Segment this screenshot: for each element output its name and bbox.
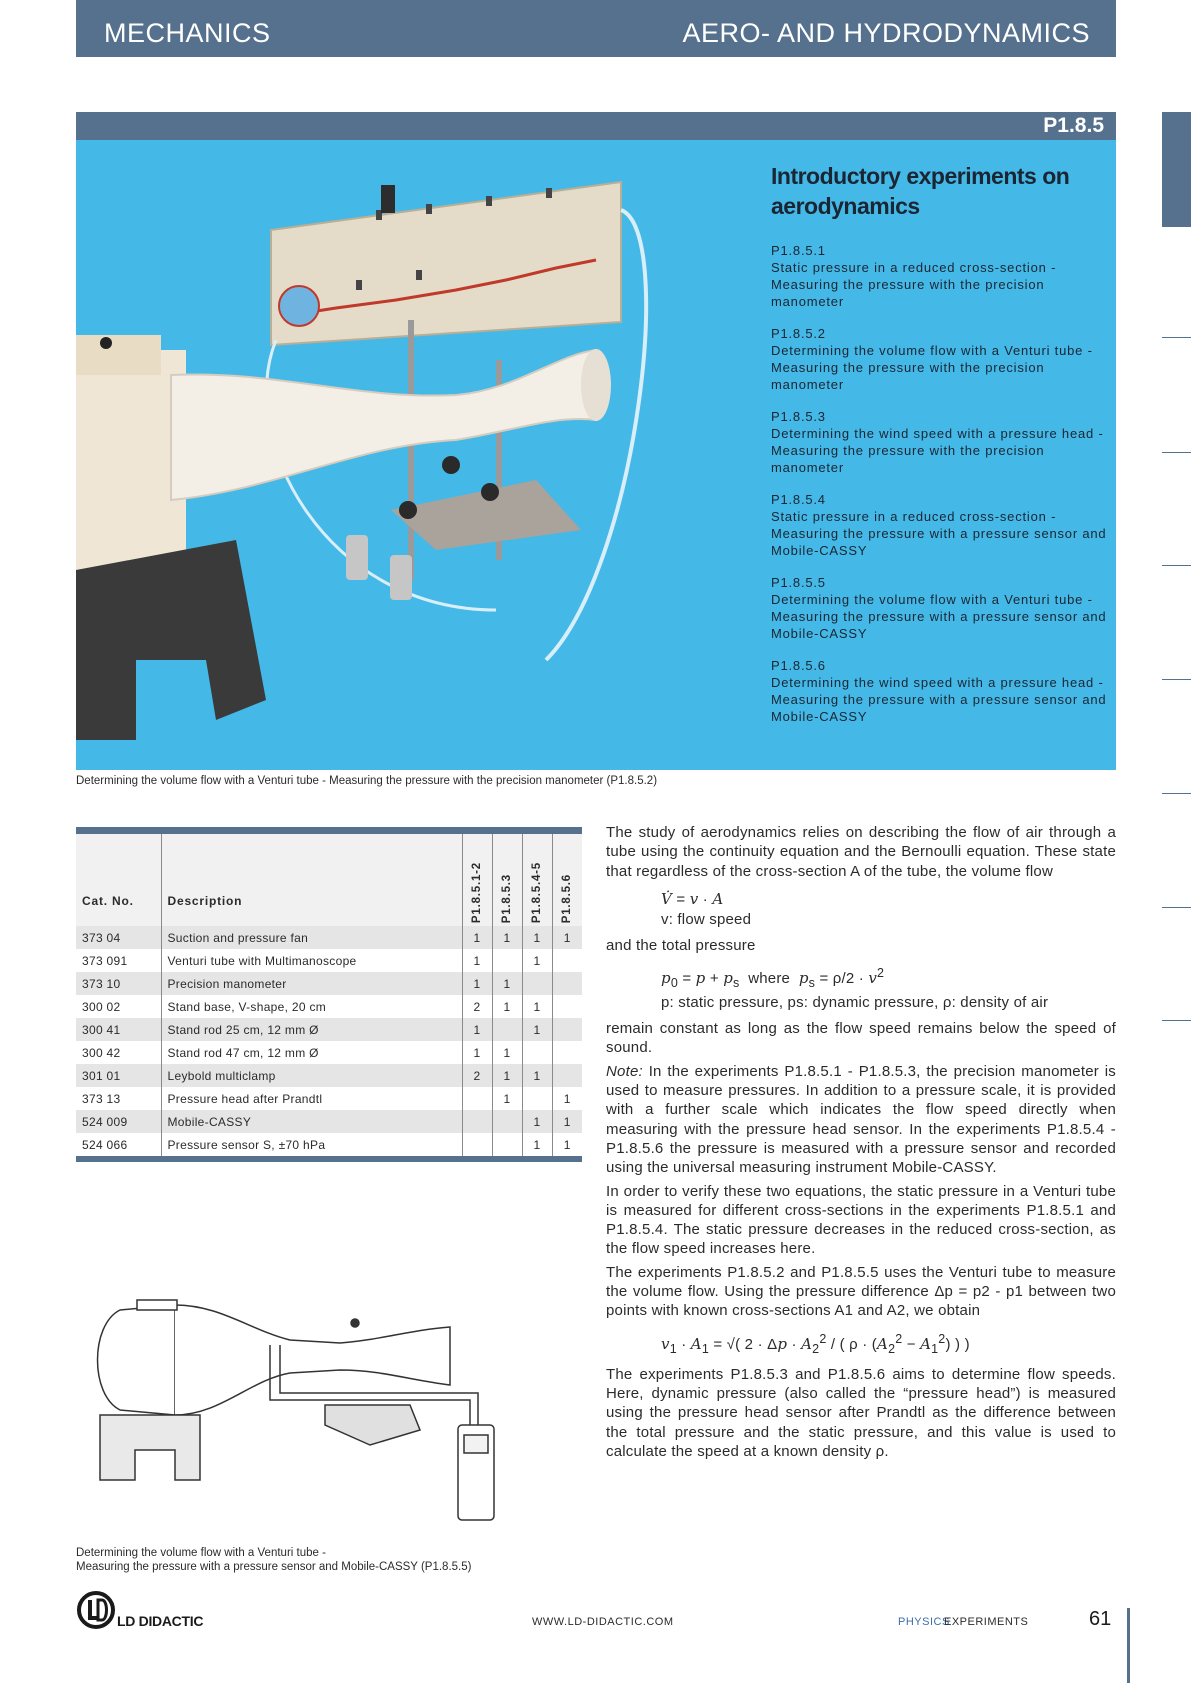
cell-qty: 1 xyxy=(462,1041,492,1064)
diagram-caption-line: Determining the volume flow with a Venturi tube - xyxy=(76,1547,326,1559)
cell-qty: 1 xyxy=(462,926,492,949)
experiment-text: Determining the wind speed with a pressure head - Measuring the pressure with a pressure sensor and Mobile-CASSY xyxy=(771,675,1107,724)
thumb-index-tick xyxy=(1162,565,1191,566)
page-number: 61 xyxy=(1089,1608,1112,1630)
header-col-1: P1.8.5.1-2 xyxy=(462,834,492,926)
cell-qty xyxy=(522,1041,552,1064)
table-header-row xyxy=(76,834,582,926)
cell-desc: Stand rod 25 cm, 12 mm Ø xyxy=(161,1018,462,1041)
experiment-text: Static pressure in a reduced cross-section - Measuring the pressure with a pressure sensor and Mobile-CASSY xyxy=(771,509,1107,558)
paragraph: Note: In the experiments P1.8.5.1 - P1.8.5.3, the precision manometer is used to measure pressures. In addition to a pressure scale, it is provided with a further scale which indicates the flow speed directly when measuring with the pressure head sensor. In the experiments P1.8.5.4 - P1.8.5.6 the pressure is measured with a pressure sensor and recorded using the universal measuring instrument Mobile-CASSY. xyxy=(606,1062,1117,1177)
formula-legend: v: flow speed xyxy=(661,910,752,928)
formula-venturi: $v_1 \cdot A_1$ = √( $2 \cdot \Delta p \cdot A_2^2$ / ( $\rho \cdot (A_2^2 - A_1^2)$ ) ) xyxy=(661,1331,970,1356)
table-row xyxy=(76,949,582,972)
body-text xyxy=(606,823,1116,1465)
thumb-index-tick xyxy=(1162,679,1191,680)
cell-qty: 1 xyxy=(522,1110,552,1133)
cell-qty xyxy=(462,1110,492,1133)
cell-desc: Stand base, V-shape, 20 cm xyxy=(161,995,462,1018)
formula-total-pressure: $p_0 = p + p_s$ where $p_s = \rho/2 \cdot v^2$ p: static pressure, ps: dynamic pressure, ρ: density of air xyxy=(661,963,1116,1013)
cell-qty: 1 xyxy=(552,1087,582,1110)
cell-cat: 300 02 xyxy=(76,995,161,1018)
cell-qty xyxy=(552,1064,582,1087)
table-row xyxy=(76,1110,582,1133)
cell-qty: 1 xyxy=(462,1018,492,1041)
diagram-caption xyxy=(76,1546,471,1574)
paragraph: The experiments P1.8.5.2 and P1.8.5.5 uses the Venturi tube to measure the volume flow. Using the pressure difference Δp = p2 - p1 between two points with known cross-sections A1 and A2, we obtain xyxy=(606,1263,1116,1320)
cell-qty xyxy=(492,949,522,972)
experiment-id: P1.8.5.3 xyxy=(771,409,826,424)
cell-qty: 2 xyxy=(462,995,492,1018)
thumb-index-tick xyxy=(1162,907,1191,908)
cell-qty xyxy=(462,1133,492,1156)
table-row xyxy=(76,1087,582,1110)
cell-cat: 373 10 xyxy=(76,972,161,995)
cell-cat: 300 42 xyxy=(76,1041,161,1064)
cell-cat: 301 01 xyxy=(76,1064,161,1087)
page-header xyxy=(76,0,1116,57)
experiment-text: Determining the volume flow with a Venturi tube - Measuring the pressure with a pressure sensor and Mobile-CASSY xyxy=(771,592,1107,641)
experiment-item xyxy=(771,408,1111,476)
formula-volume-flow: V̇ = v · A v: flow speed xyxy=(661,889,1116,930)
cell-qty: 2 xyxy=(462,1064,492,1087)
header-topic: AERO- AND HYDRODYNAMICS xyxy=(682,18,1090,48)
header-description: Description xyxy=(161,834,462,926)
table-row xyxy=(76,995,582,1018)
cell-qty: 1 xyxy=(552,1133,582,1156)
cell-qty xyxy=(552,1018,582,1041)
cell-qty xyxy=(552,972,582,995)
cell-qty: 1 xyxy=(522,1133,552,1156)
cell-qty: 1 xyxy=(522,995,552,1018)
experiment-id: P1.8.5.6 xyxy=(771,658,826,673)
cell-qty xyxy=(552,1041,582,1064)
thumb-index-tick xyxy=(1162,452,1191,453)
cell-qty: 1 xyxy=(492,1041,522,1064)
paragraph: The experiments P1.8.5.3 and P1.8.5.6 aims to determine flow speeds. Here, dynamic pressure (also called the “pressure head”) is measured using the pressure head sensor after Prandtl as the difference between the total pressure and the static pressure, and this value is used to calculate the speed at a known density ρ. xyxy=(606,1365,1116,1460)
paragraph: In order to verify these two equations, the static pressure in a Venturi tube is measured for different cross-sections in the experiments P1.8.5.1 and P1.8.5.4. The static pressure decreases in the reduced cross-section, as the flow speed increases here. xyxy=(606,1182,1116,1258)
cell-desc: Pressure sensor S, ±70 hPa xyxy=(161,1133,462,1156)
equipment-table xyxy=(76,827,582,1162)
cell-cat: 524 066 xyxy=(76,1133,161,1156)
formula-legend: p: static pressure, ps: dynamic pressure, ρ: density of air xyxy=(661,994,1049,1012)
experiment-item xyxy=(771,657,1111,725)
page-number-rule xyxy=(1127,1608,1130,1683)
footer-physics: PHYSICS xyxy=(898,1616,950,1628)
experiment-text: Determining the volume flow with a Venturi tube - Measuring the pressure with the precision manometer xyxy=(771,343,1093,392)
cell-qty xyxy=(552,949,582,972)
cell-qty: 1 xyxy=(492,972,522,995)
header-col-4: P1.8.5.6 xyxy=(552,834,582,926)
header-col-3: P1.8.5.4-5 xyxy=(522,834,552,926)
cell-desc: Precision manometer xyxy=(161,972,462,995)
table-row xyxy=(76,1064,582,1087)
experiment-list xyxy=(771,242,1111,740)
cell-qty xyxy=(492,1110,522,1133)
diagram-caption-line: Measuring the pressure with a pressure sensor and Mobile-CASSY (P1.8.5.5) xyxy=(76,1561,472,1573)
cell-qty: 1 xyxy=(522,1018,552,1041)
experiment-id: P1.8.5.2 xyxy=(771,326,826,341)
experiment-id: P1.8.5.4 xyxy=(771,492,826,507)
cell-qty: 1 xyxy=(492,995,522,1018)
cell-qty xyxy=(492,1133,522,1156)
section-code: P1.8.5 xyxy=(1043,114,1104,137)
table-row xyxy=(76,1018,582,1041)
footer-experiments: EXPERIMENTS xyxy=(944,1616,1029,1628)
cell-qty: 1 xyxy=(492,926,522,949)
cell-desc: Leybold multiclamp xyxy=(161,1064,462,1087)
experiment-item xyxy=(771,325,1111,393)
experiment-text: Determining the wind speed with a pressure head - Measuring the pressure with the precision manometer xyxy=(771,426,1104,475)
experiment-item xyxy=(771,491,1111,559)
cell-desc: Stand rod 47 cm, 12 mm Ø xyxy=(161,1041,462,1064)
cell-qty: 1 xyxy=(492,1087,522,1110)
cell-qty xyxy=(552,995,582,1018)
footer-brand: LD DIDACTIC xyxy=(117,1613,204,1629)
experiment-id: P1.8.5.1 xyxy=(771,243,826,258)
cell-desc: Venturi tube with Multimanoscope xyxy=(161,949,462,972)
cell-qty xyxy=(522,972,552,995)
cell-qty: 1 xyxy=(522,949,552,972)
section-title: Introductory experiments on aerodynamics xyxy=(771,163,1070,219)
cell-cat: 373 13 xyxy=(76,1087,161,1110)
cell-qty: 1 xyxy=(552,926,582,949)
formula-where: where xyxy=(748,970,791,988)
experiment-item xyxy=(771,574,1111,642)
header-category: MECHANICS xyxy=(104,18,271,48)
cell-qty: 1 xyxy=(522,926,552,949)
thumb-index-tick xyxy=(1162,337,1191,338)
cell-desc: Suction and pressure fan xyxy=(161,926,462,949)
cell-qty: 1 xyxy=(552,1110,582,1133)
cell-qty: 1 xyxy=(492,1064,522,1087)
venturi-setup-diagram xyxy=(80,1285,540,1540)
cell-desc: Pressure head after Prandtl xyxy=(161,1087,462,1110)
paragraph: The study of aerodynamics relies on describing the flow of air through a tube using the continuity equation and the Bernoulli equation. These state that regardless of the cross-section A of the tube, the volume flow xyxy=(606,824,1116,880)
table-bottom-rule xyxy=(76,1156,582,1162)
cell-qty xyxy=(522,1087,552,1110)
table-row xyxy=(76,972,582,995)
table-row xyxy=(76,1041,582,1064)
cell-cat: 373 04 xyxy=(76,926,161,949)
experiment-id: P1.8.5.5 xyxy=(771,575,826,590)
experiment-text: Static pressure in a reduced cross-section - Measuring the pressure with the precision manometer xyxy=(771,260,1057,309)
section-bar xyxy=(76,112,1116,140)
cell-cat: 373 091 xyxy=(76,949,161,972)
paragraph: and the total pressure xyxy=(606,936,756,954)
note-label: Note: xyxy=(606,1062,643,1080)
ld-didactic-logo xyxy=(76,1590,116,1630)
cell-qty xyxy=(492,1018,522,1041)
cell-desc: Mobile-CASSY xyxy=(161,1110,462,1133)
footer-url[interactable]: WWW.LD-DIDACTIC.COM xyxy=(532,1616,674,1628)
cell-qty xyxy=(462,1087,492,1110)
experiment-item xyxy=(771,242,1111,310)
cell-cat: 524 009 xyxy=(76,1110,161,1133)
header-col-2: P1.8.5.3 xyxy=(492,834,522,926)
thumb-index-tick xyxy=(1162,1020,1191,1021)
cell-qty: 1 xyxy=(462,949,492,972)
table-row xyxy=(76,1133,582,1156)
header-cat-no: Cat. No. xyxy=(76,834,161,926)
cell-cat: 300 41 xyxy=(76,1018,161,1041)
thumb-index-tick xyxy=(1162,793,1191,794)
table-top-rule xyxy=(76,827,582,834)
cell-qty: 1 xyxy=(462,972,492,995)
photo-caption: Determining the volume flow with a Venturi tube - Measuring the pressure with the precision manometer (P1.8.5.2) xyxy=(76,775,658,787)
paragraph: remain constant as long as the flow speed remains below the speed of sound. xyxy=(606,1020,1116,1057)
table-row xyxy=(76,926,582,949)
thumb-index-active xyxy=(1162,112,1191,227)
cell-qty: 1 xyxy=(522,1064,552,1087)
